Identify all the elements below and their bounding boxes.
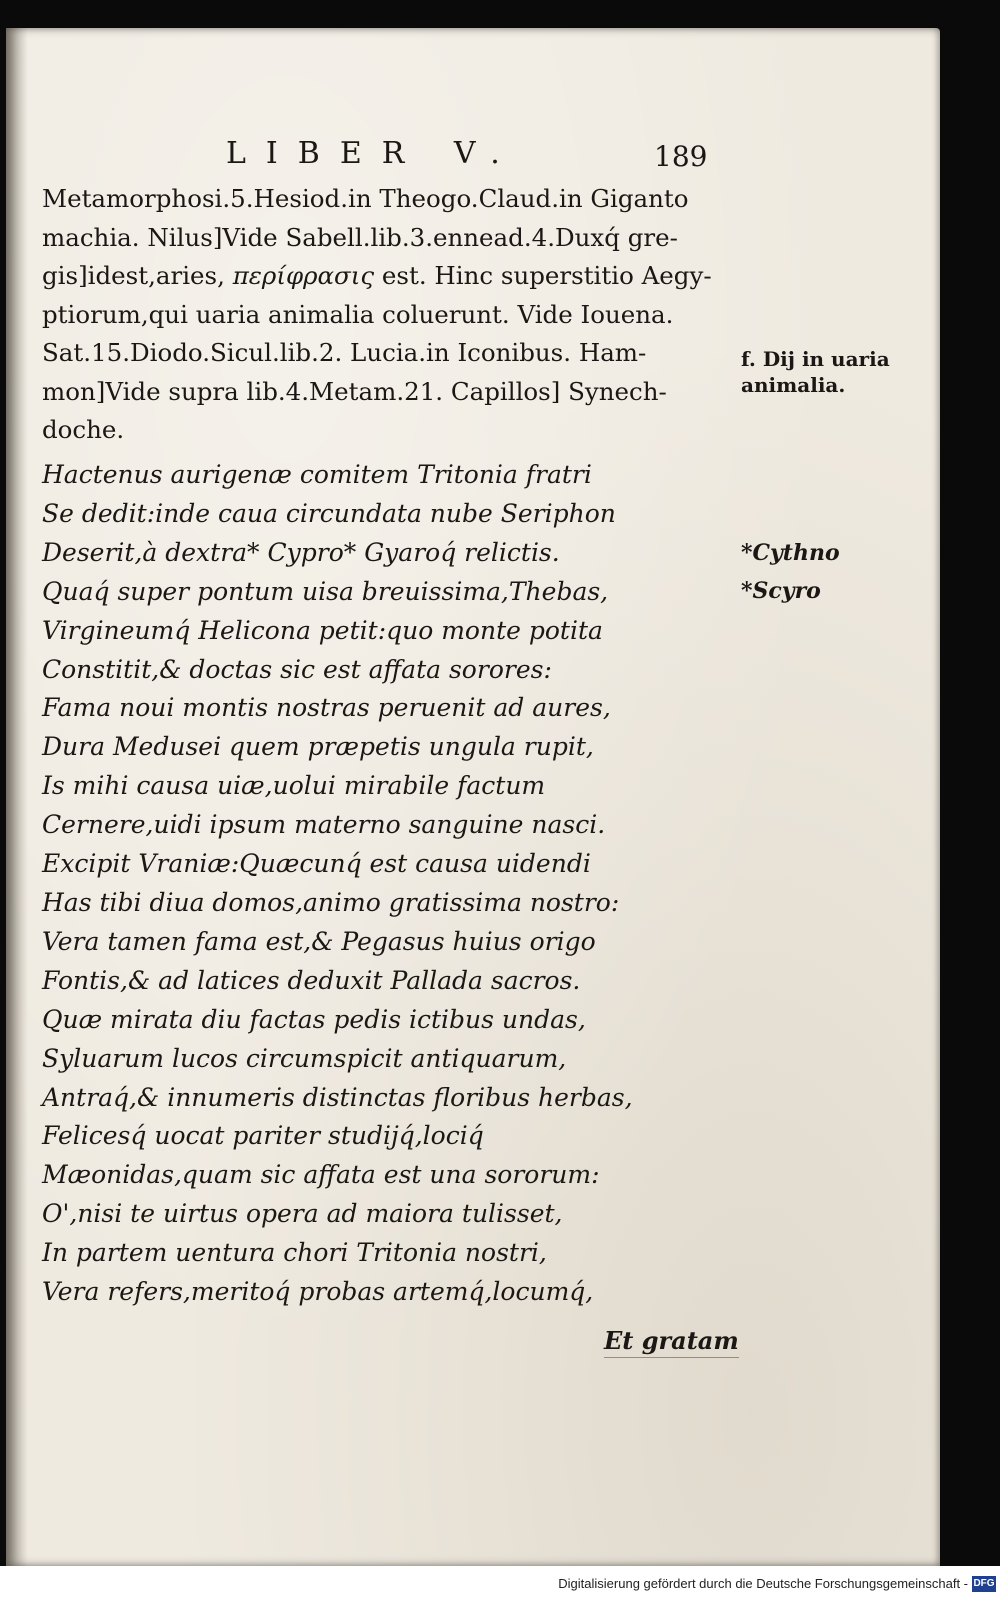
running-title: LIBER V. bbox=[226, 136, 520, 171]
verse-line: Vera refers,meritoq́ probas artemq́,locumq́, bbox=[42, 1277, 594, 1307]
verse-line: Is mihi causa uiæ,uolui mirabile factum bbox=[42, 771, 546, 801]
verse-line: Se dedit:inde caua circundata nube Seriphon bbox=[42, 498, 616, 528]
verse-line: Deserit,à dextra* Cypro* Gyaroq́ relictis. bbox=[42, 537, 560, 567]
verse-line: Vera tamen fama est,& Pegasus huius origo bbox=[42, 926, 596, 956]
footer-bar bbox=[0, 1566, 1000, 1600]
commentary-block bbox=[42, 180, 732, 450]
verse-line: Hactenus aurigenæ comitem Tritonia fratri bbox=[42, 460, 592, 489]
commentary-line: machia. Nilus]Vide Sabell.lib.3.ennead.4.Duxq́ gre- bbox=[42, 222, 678, 252]
verse-line: In partem uentura chori Tritonia nostri, bbox=[42, 1238, 547, 1268]
commentary-fragment: gis]idest,aries, bbox=[42, 261, 225, 290]
marginal-variant-reading: *Scyro bbox=[741, 578, 821, 604]
verse-line: Quæ mirata diu factas pedis ictibus undas, bbox=[42, 1004, 586, 1034]
marginal-variant-reading: *Cythno bbox=[741, 540, 840, 566]
commentary-line: mon]Vide supra lib.4.Metam.21. Capillos] Synech- bbox=[42, 376, 667, 406]
verse-line: Cernere,uidi ipsum materno sanguine nasci. bbox=[42, 810, 606, 840]
commentary-line bbox=[42, 257, 732, 296]
verse-line: Has tibi diua domos,animo gratissima nostro: bbox=[42, 887, 620, 917]
marginal-note-line: animalia. bbox=[741, 373, 846, 397]
commentary-line: Sat.15.Diodo.Sicul.lib.2. Lucia.in Iconibus. Ham- bbox=[42, 338, 647, 367]
book-page bbox=[6, 28, 940, 1566]
catchword: Et gratam bbox=[604, 1326, 739, 1358]
commentary-fragment: est. Hinc superstitio Aegy- bbox=[381, 261, 712, 290]
commentary-line: doche. bbox=[42, 415, 125, 444]
marginal-note-line: f. Dij in uaria bbox=[741, 347, 890, 371]
verse-line: Virgineumq́ Helicona petit:quo monte potita bbox=[42, 615, 603, 645]
commentary-line: Metamorphosi.5.Hesiod.in Theogo.Claud.in Giganto bbox=[42, 184, 689, 213]
verse-block bbox=[42, 456, 682, 1312]
commentary-line: ptiorum,qui uaria animalia coluerunt. Vide Iouena. bbox=[42, 299, 674, 329]
marginal-note bbox=[741, 346, 890, 398]
verse-line: Constitit,& doctas sic est affata sorores: bbox=[42, 654, 552, 684]
verse-line: O',nisi te uirtus opera ad maiora tulisset, bbox=[42, 1199, 563, 1229]
verse-line: Felicesq́ uocat pariter studijq́,lociq́ bbox=[42, 1121, 484, 1151]
verse-line: Excipit Vraniæ:Quæcunq́ est causa uidendi bbox=[42, 849, 591, 879]
verse-line: Quaq́ super pontum uisa breuissima,Thebas, bbox=[42, 576, 609, 606]
verse-line: Fontis,& ad latices deduxit Pallada sacros. bbox=[42, 965, 581, 995]
funding-credit: Digitalisierung gefördert durch die Deutsche Forschungsgemeinschaft - bbox=[558, 1576, 968, 1591]
greek-word: περίφρασις bbox=[232, 261, 375, 290]
verse-line: Mæonidas,quam sic affata est una sororum: bbox=[42, 1160, 600, 1190]
verse-line: Dura Medusei quem præpetis ungula rupit, bbox=[42, 732, 594, 762]
verse-line: Syluarum lucos circumspicit antiquarum, bbox=[42, 1043, 567, 1073]
page-number: 189 bbox=[654, 140, 708, 173]
dfg-logo-icon: DFG bbox=[972, 1576, 996, 1592]
verse-line: Fama noui montis nostras peruenit ad aures, bbox=[42, 693, 611, 723]
verse-line: Antraq́,& innumeris distinctas floribus herbas, bbox=[42, 1082, 633, 1112]
